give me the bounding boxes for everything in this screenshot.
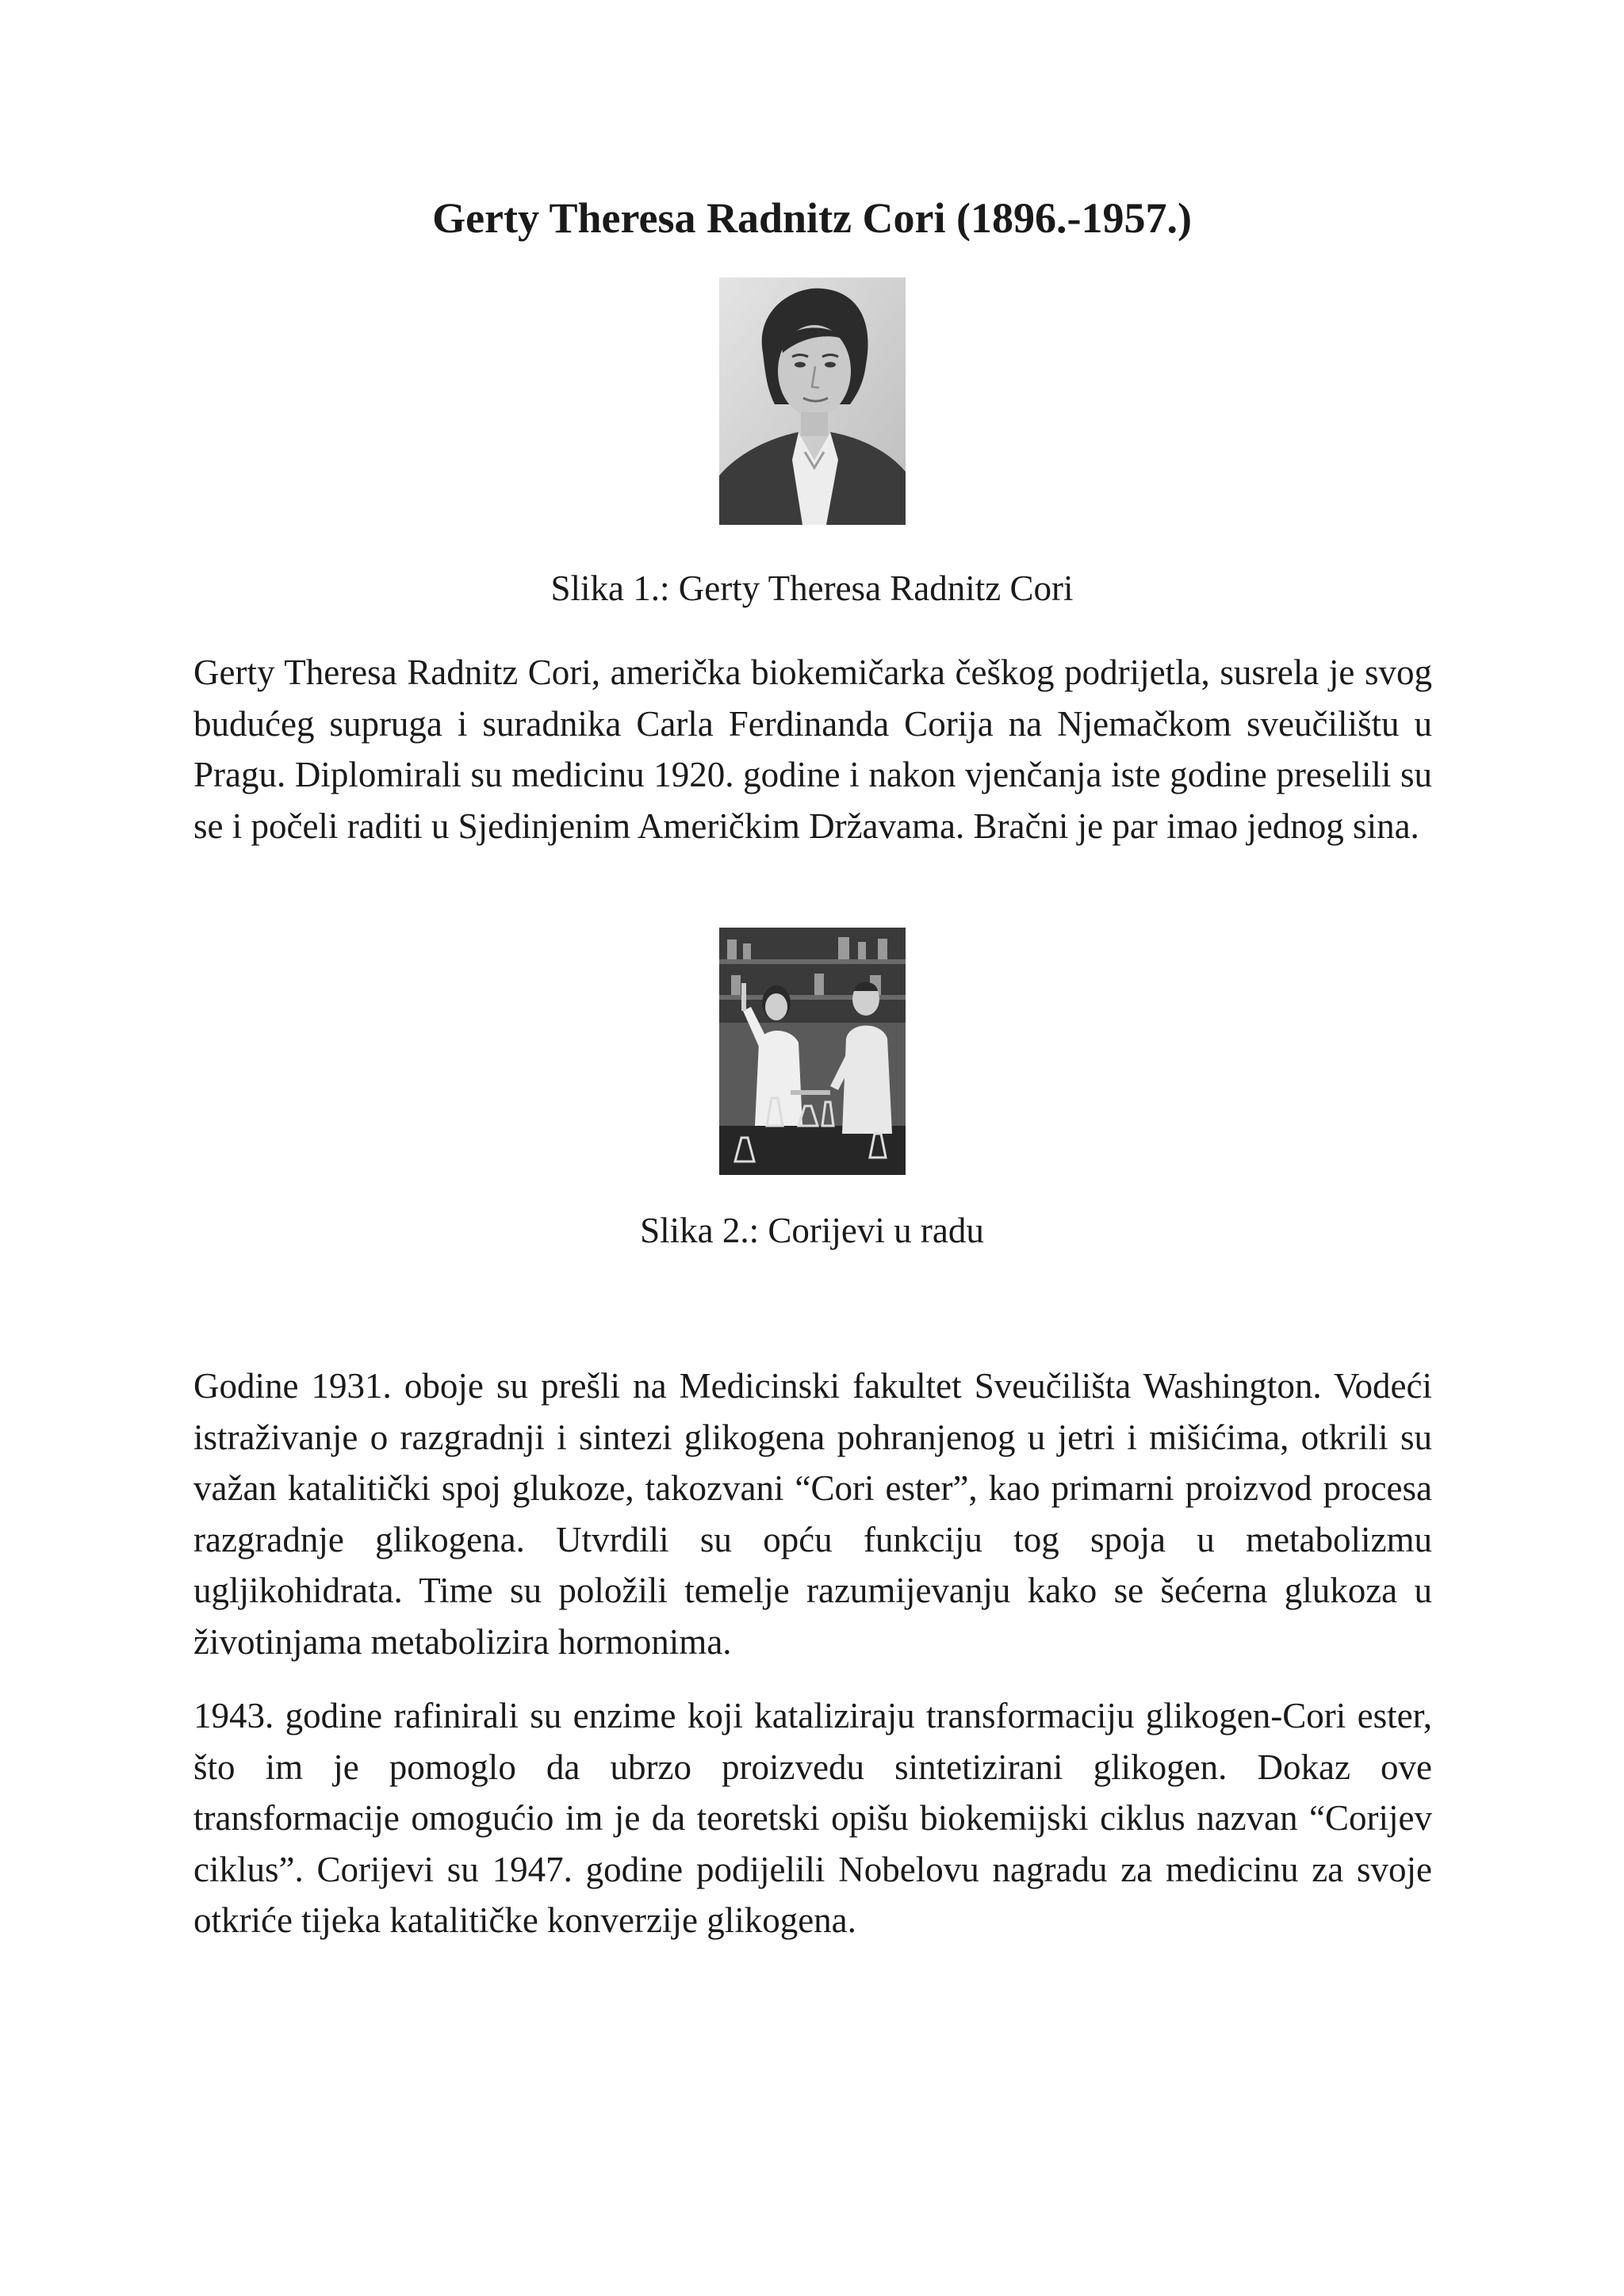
portrait-photo — [719, 277, 906, 525]
document-title: Gerty Theresa Radnitz Cori (1896.-1957.) — [432, 194, 1192, 242]
paragraph: Godine 1931. oboje su prešli na Medicinski fakultet Sveučilišta Washington. Vodeći istraživanje o razgradnji i sintezi glikogena pohranjenog u jetri i mišićima, otkrili su važan katalitički spoj glukoze, takozvani “Cori ester”, kao primarni proizvod procesa razgradnje glikogena. Utvrdili su opću funkciju tog spoja u metabolizmu ugljikohidrata. Time su položili temelje razumijevanju kako se šećerna glukoza u životinjama metabolizira hormonima. — [193, 1366, 1432, 1662]
paragraph: Gerty Theresa Radnitz Cori, američka biokemičarka češkog podrijetla, susrela je svog budućeg supruga i suradnika Carla Ferdinanda Corija na Njemačkom sveučilištu u Pragu. Diplomirali su medicinu 1920. godine i nakon vjenčanja iste godine preselili su se i počeli raditi u Sjedinjenim Američkim Državama. Bračni je par imao jednog sina. — [193, 652, 1432, 846]
figure-caption: Slika 1.: Gerty Theresa Radnitz Cori — [550, 568, 1074, 608]
figure-caption: Slika 2.: Corijevi u radu — [640, 1211, 984, 1250]
laboratory-photo — [719, 928, 906, 1175]
paragraph: 1943. godine rafinirali su enzime koji kataliziraju transformaciju glikogen-Cori ester, što im je pomoglo da ubrzo proizvedu sintetizirani glikogen. Dokaz ove transformacije omogućio im je da teoretski opišu biokemijski ciklus nazvan “Corijev ciklus”. Corijevi su 1947. godine podijelili Nobelovu nagradu za medicinu za svoje otkriće tijeka katalitičke konverzije glikogena. — [193, 1696, 1432, 1940]
